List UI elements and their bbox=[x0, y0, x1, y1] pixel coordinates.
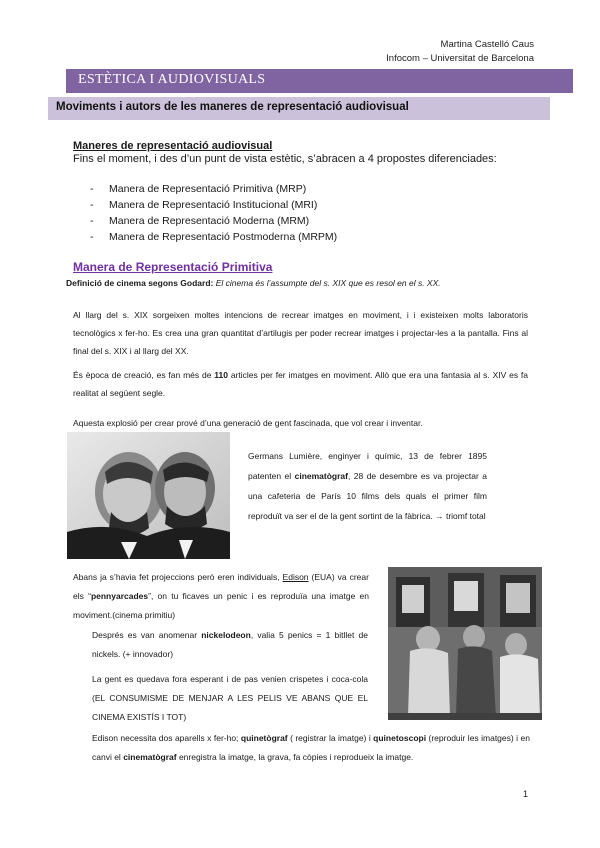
text-bold: cinematògraf bbox=[294, 471, 348, 481]
text-bold: quinetoscopi bbox=[373, 733, 427, 743]
paragraph bbox=[248, 446, 487, 526]
godard-label: Definició de cinema segons Godard: bbox=[66, 278, 214, 288]
page-number: 1 bbox=[523, 789, 529, 799]
text-bold: 110 bbox=[214, 370, 228, 380]
document-title: ESTÈTICA I AUDIOVISUALS bbox=[78, 72, 266, 87]
text-span: Edison necessita dos aparells x fer-ho; bbox=[92, 733, 239, 743]
text-span: Després es van anomenar bbox=[92, 630, 198, 640]
text-span: articles per fer imatges en moviment. Allò que era una fantasia al s. XIV es fa realitat al següent segle. bbox=[73, 370, 528, 398]
text-bold: nickelodeon bbox=[201, 630, 251, 640]
header-institution: Infocom – Universitat de Barcelona bbox=[386, 53, 534, 64]
text-bold: quinetògraf bbox=[240, 733, 288, 743]
paragraph bbox=[92, 626, 368, 664]
text-span: ”, on tu ficaves un penic i es reproduïa una imatge en moviment.(cinema primitiu) bbox=[73, 591, 370, 620]
paragraph bbox=[73, 366, 528, 402]
godard-definition bbox=[66, 278, 441, 288]
text-bold: cinematògraf bbox=[123, 752, 177, 762]
paragraph: Al llarg del s. XIX sorgeixen moltes intencions de recrear imatges en moviment, i i existeixen molts laboratoris tecnològics x fer-ho. Es crea una gran quantitat d’artilugis per poder recrear imatges i projectar-les a la pantalla. Fins al final del s. XIX i al llarg del XX. bbox=[73, 310, 528, 356]
text-span: Abans ja s’havia fet projeccions però eren individuals, bbox=[73, 572, 280, 582]
text-span: (EUA) va crear els “ bbox=[73, 572, 369, 601]
document-subtitle: Moviments i autors de les maneres de representació audiovisual bbox=[56, 101, 409, 113]
list-item: - Manera de Representació Institucional (MRI) bbox=[90, 197, 337, 213]
paragraph: Aquesta explosió per crear prové d’una generació de gent fascinada, que vol crear i inventar. bbox=[73, 418, 423, 428]
paragraph bbox=[92, 729, 530, 767]
list-item: - Manera de Representació Moderna (MRM) bbox=[90, 213, 337, 229]
text-span: És època de creació, es fan més de bbox=[73, 370, 212, 380]
section-heading: Maneres de representació audiovisual bbox=[73, 140, 273, 152]
list-item: - Manera de Representació Primitiva (MRP) bbox=[90, 181, 337, 197]
list-item: - Manera de Representació Postmoderna (MRPM) bbox=[90, 229, 337, 245]
godard-quote: El cinema és l’assumpte del s. XIX que es resol en el s. XX. bbox=[215, 278, 441, 288]
text-span: (reproduir les imatges) i en canvi el bbox=[92, 733, 530, 762]
penny-arcade-photo bbox=[388, 567, 542, 720]
representation-list bbox=[90, 181, 337, 245]
mrp-heading: Manera de Representació Primitiva bbox=[73, 260, 273, 274]
paragraph: La gent es quedava fora esperant i de pas venien crispetes i coca-cola (EL CONSUMISME DE MENJAR A LES PELIS VE ABANS QUE EL CINEMA EXISTÍS I TOT) bbox=[92, 674, 368, 722]
lumiere-brothers-photo bbox=[67, 432, 230, 559]
text-span: , 28 de desembre es va projectar a una cafeteria de París 10 films dels quals el primer film reproduït va ser el de la gent sortint de la fàbrica. → triomf total bbox=[248, 471, 487, 521]
text-bold: pennyarcades bbox=[90, 591, 149, 601]
header-author: Martina Castelló Caus bbox=[440, 39, 534, 50]
text-span: ( registrar la imatge) i bbox=[290, 733, 371, 743]
paragraph bbox=[73, 568, 369, 625]
text-span: , valia 5 penics = 1 bitllet de nickels. (+ innovador) bbox=[92, 630, 368, 659]
section-intro: Fins el moment, i des d’un punt de vista estètic, s’abracen a 4 propostes diferenciades: bbox=[73, 153, 497, 165]
text-span: enregistra la imatge, la grava, fa còpies i reprodueix la imatge. bbox=[178, 752, 414, 762]
text-span: Germans Lumière, enginyer i químic, 13 de febrer 1895 patenten el bbox=[248, 451, 487, 481]
text-underline: Edison bbox=[282, 572, 309, 582]
